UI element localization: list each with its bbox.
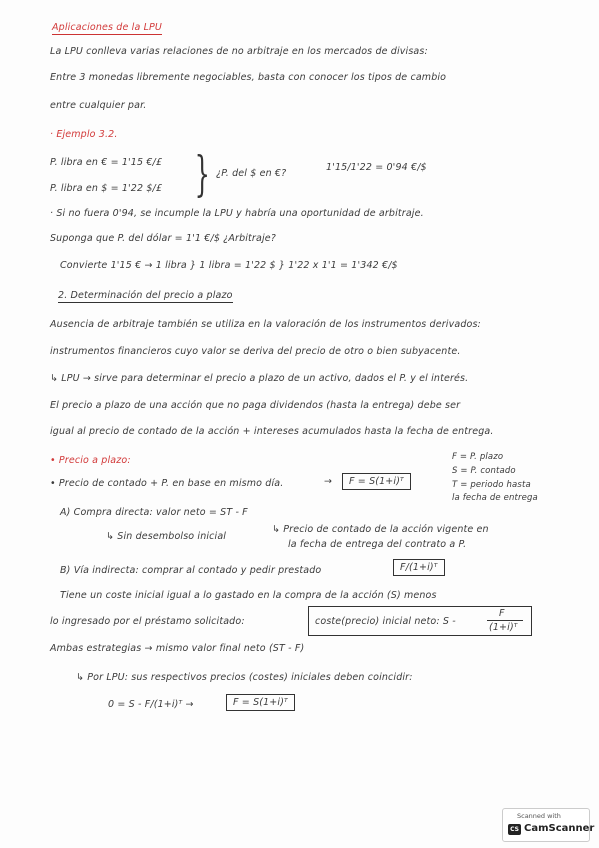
example-note: · Si no fuera 0'94, se incumple la LPU y habría una oportunidad de arbitraje.	[50, 208, 424, 219]
example-label: · Ejemplo 3.2.	[50, 129, 118, 140]
brace-icon: }	[194, 146, 210, 202]
intro-line-2: Entre 3 monedas libremente negociables, basta con conocer los tipos de cambio	[50, 72, 447, 83]
para-line-4: El precio a plazo de una acción que no paga dividendos (hasta la entrega) debe ser	[50, 400, 461, 411]
final-formula-box: F = S(1+i)ᵀ	[226, 694, 295, 711]
option-b-para-1: Tiene un coste inicial igual a lo gastado en la compra de la acción (S) menos	[60, 590, 437, 601]
scanned-with-text: Scanned with	[517, 812, 561, 820]
para-line-5: igual al precio de contado de la acción + intereses acumulados hasta la fecha de entrega.	[50, 426, 494, 437]
cost-box-label: coste(precio) inicial neto: S -	[315, 616, 456, 627]
legend-t-cont: la fecha de entrega	[452, 493, 538, 503]
intro-line-3: entre cualquier par.	[50, 100, 147, 111]
section-heading: 2. Determinación del precio a plazo	[58, 290, 233, 301]
fraction-bar	[487, 620, 523, 621]
example-line-2: P. libra en $ = 1'22 $/£	[50, 183, 163, 194]
option-b: B) Vía indirecta: comprar al contado y pedir prestado	[60, 565, 322, 576]
option-a: A) Compra directa: valor neto = ST - F	[60, 507, 248, 518]
example-convert: Convierte 1'15 € → 1 libra } 1 libra = 1'22 $ } 1'22 x 1'1 = 1'342 €/$	[60, 260, 398, 271]
example-line-1: P. libra en € = 1'15 €/£	[50, 157, 163, 168]
final-equation: 0 = S - F/(1+i)ᵀ →	[108, 699, 194, 710]
camscanner-badge	[502, 808, 595, 842]
option-a-sub-right-2: la fecha de entrega del contrato a P.	[288, 539, 467, 550]
intro-line-1: La LPU conlleva varias relaciones de no arbitraje en los mercados de divisas:	[50, 46, 428, 57]
option-a-sub-left: ↳ Sin desembolso inicial	[106, 531, 227, 542]
para-line-1: Ausencia de arbitraje también se utiliza en la valoración de los instrumentos derivados:	[50, 319, 481, 330]
option-b-para-2: lo ingresado por el préstamo solicitado:	[50, 616, 245, 627]
example-calc: 1'15/1'22 = 0'94 €/$	[326, 162, 427, 173]
example-question: ¿P. del $ en €?	[216, 168, 287, 179]
camscanner-logo-icon: CS	[508, 824, 521, 835]
formula-box: F = S(1+i)ᵀ	[342, 473, 411, 490]
camscanner-brand: CamScanner	[524, 823, 595, 834]
cost-box-numerator: F	[499, 608, 505, 619]
legend-t: T = periodo hasta	[452, 480, 531, 490]
bullet-precio-plazo: • Precio a plazo:	[50, 455, 131, 466]
para-line-2: instrumentos financieros cuyo valor se deriva del precio de otro o bien subyacente.	[50, 346, 461, 357]
cost-box-denominator: (1+i)ᵀ	[489, 622, 518, 633]
example-suppose: Suponga que P. del dólar = 1'1 €/$ ¿Arbitraje?	[50, 233, 276, 244]
lpu-line: ↳ Por LPU: sus respectivos precios (costes) iniciales deben coincidir:	[76, 672, 413, 683]
page-title: Aplicaciones de la LPU	[52, 22, 163, 33]
option-a-sub-right-1: ↳ Precio de contado de la acción vigente en	[272, 524, 489, 535]
legend-s: S = P. contado	[452, 466, 516, 476]
arrow-icon: →	[324, 476, 333, 487]
para-line-3: ↳ LPU → sirve para determinar el precio a plazo de un activo, dados el P. y el interés.	[50, 373, 469, 384]
cost-box	[308, 606, 532, 636]
option-b-box: F/(1+i)ᵀ	[393, 559, 445, 576]
bullet-precio-contado: • Precio de contado + P. en base en mismo día.	[50, 478, 284, 489]
legend-f: F = P. plazo	[452, 452, 504, 462]
both-strategies: Ambas estrategias → mismo valor final neto (ST - F)	[50, 643, 305, 654]
